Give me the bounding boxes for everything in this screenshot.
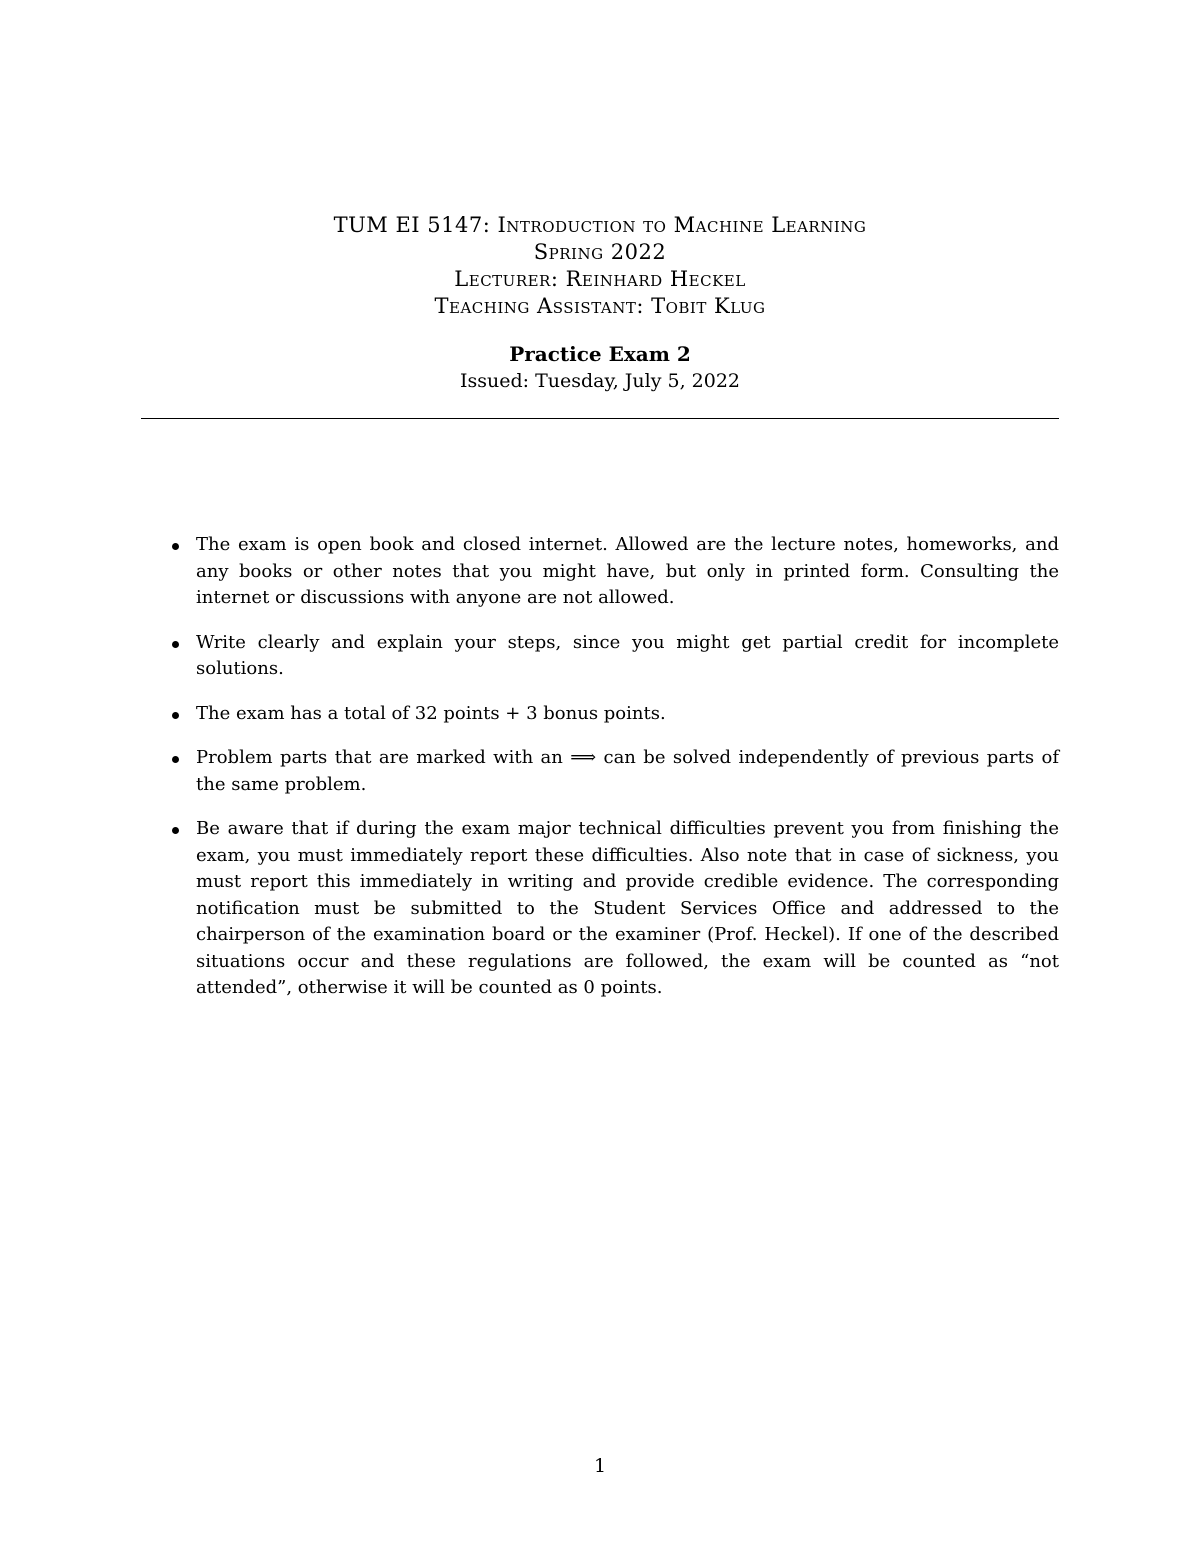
list-item [172,532,1059,612]
exam-title: Practice Exam 2 [509,342,691,366]
instruction-text: Write clearly and explain your steps, since you might get partial credit for incomplete solutions. [196,631,1059,679]
instruction-text: The exam is open book and closed internet. Allowed are the lecture notes, homeworks, and any books or other notes that you might have, but only in printed form. Consulting the internet or discussions with anyone are not allowed. [196,534,1059,608]
list-item [172,630,1059,683]
issued-date: Issued: Tuesday, July 5, 2022 [460,370,740,392]
list-item [172,701,1059,728]
term: Spring 2022 [533,240,667,264]
course-title: TUM EI 5147: Introduction to Machine Learning [333,213,867,237]
list-item [172,816,1059,1002]
bullet-icon [172,712,179,719]
instructions-list [172,532,1059,1020]
list-item [172,745,1059,798]
instruction-text: The exam has a total of 32 points + 3 bonus points. [196,702,666,724]
lecturer: Lecturer: Reinhard Heckel [454,267,746,291]
bullet-icon [172,756,179,763]
horizontal-rule [141,418,1059,419]
bullet-icon [172,641,179,648]
instruction-text: Be aware that if during the exam major technical difficulties prevent you from finishing the exam, you must immediately report these difficulties. Also note that in case of sickness, you must report this immediately in writing and provide credible evidence. The corresponding notification must be submitted to the Student Services Office and addressed to the chairperson of the examination board or the examiner (Prof. Heckel). If one of the described situations occur and these regulations are followed, the exam will be counted as “not attended”, otherwise it will be counted as 0 points. [196,818,1059,998]
exam-header [0,212,1200,395]
bullet-icon [172,827,179,834]
page-number: 1 [593,1455,607,1477]
teaching-assistant: Teaching Assistant: Tobit Klug [434,294,766,318]
instruction-text: Problem parts that are marked with an ⟹ can be solved independently of previous parts of the same problem. [196,747,1059,795]
bullet-icon [172,543,179,550]
